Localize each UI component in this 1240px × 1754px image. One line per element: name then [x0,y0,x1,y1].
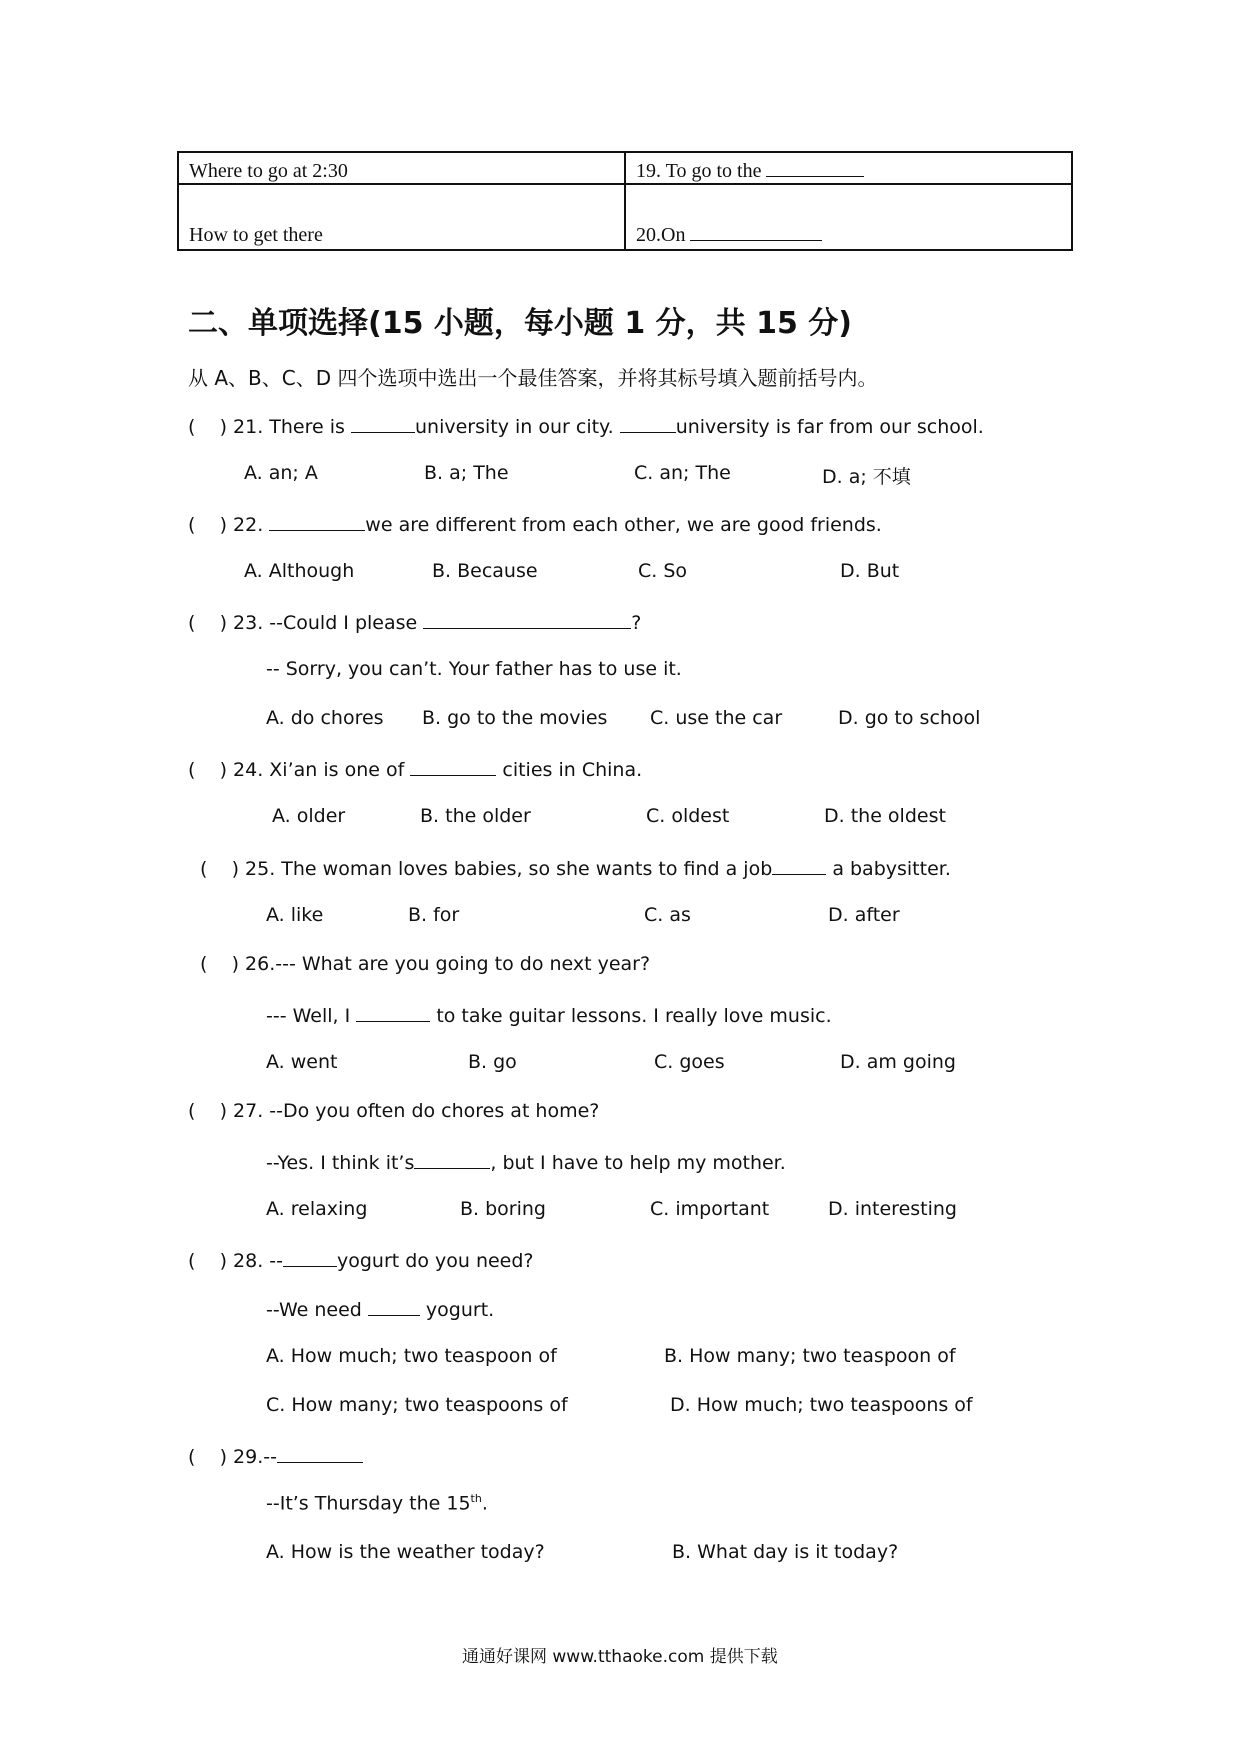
question-text: we are different from each other, we are good friends. [365,514,882,536]
option-a: A. like [266,904,324,926]
table-cell-label: How to get there [178,184,625,250]
option-b: B. What day is it today? [672,1541,899,1563]
ordinal-suffix: th [470,1492,482,1505]
question-text: cities in China. [502,759,643,781]
section-title: 二、单项选择(15 小题，每小题 1 分，共 15 分) [188,306,853,341]
question-text: 22. [233,514,264,536]
question-text: 23. --Could I please [233,612,418,634]
option-d: D. interesting [828,1198,957,1220]
answer-blank [277,1443,363,1463]
question-text: 27. --Do you often do chores at home? [233,1100,600,1122]
question-text: a babysitter. [832,858,951,880]
question-text: --- Well, I [266,1005,351,1027]
question-reply [266,1296,494,1321]
question-21: ( ) 21. There is university in our city. university is far from our school. [188,413,984,438]
option-c: C. So [638,560,688,582]
answer-blank [423,609,631,629]
question-reply [266,1149,786,1174]
question-text: 26.--- What are you going to do next year? [245,953,651,975]
answer-blank [690,220,822,241]
option-c: C. important [650,1198,770,1220]
option-b: B. go [468,1051,517,1073]
option-b: B. the older [420,805,531,827]
question-reply [266,1002,832,1027]
option-c: C. an; The [634,462,731,484]
option-d: D. the oldest [824,805,946,827]
question-text: yogurt do you need? [337,1250,534,1272]
option-d: D. after [828,904,900,926]
option-b: B. for [408,904,460,926]
option-b: B. How many; two teaspoon of [664,1345,956,1367]
question-27: ( ) 27. --Do you often do chores at home? [188,1100,600,1122]
answer-prefix: 19. To go to the [636,160,762,182]
answer-blank [766,156,864,177]
question-24: ( ) 24. Xi’an is one of cities in China. [188,756,642,781]
question-28: ( ) 28. -- yogurt do you need? [188,1247,534,1272]
table-cell-answer [625,152,1072,184]
question-29: ( ) 29.-- [188,1443,363,1468]
option-c: C. How many; two teaspoons of [266,1394,568,1416]
page-footer: 通通好课网 www.tthaoke.com 提供下载 [462,1647,778,1667]
option-a: A. Although [244,560,355,582]
question-text: 29.-- [233,1446,277,1468]
question-text: 24. Xi’an is one of [233,759,405,781]
option-d: D. But [840,560,900,582]
question-text: to take guitar lessons. I really love music. [436,1005,832,1027]
question-text: 25. The woman loves babies, so she wants to find a job [245,858,773,880]
question-reply: --It’s Thursday the 15th. [266,1492,488,1515]
question-text: 28. -- [233,1250,283,1272]
table-cell-answer [625,184,1072,250]
question-text: --It’s Thursday the 15 [266,1492,471,1515]
answer-blank [410,756,496,776]
option-b: B. Because [432,560,538,582]
table-cell-label: Where to go at 2:30 [178,152,625,184]
answer-blank [414,1149,490,1169]
option-a: A. How is the weather today? [266,1541,545,1563]
option-a: A. How much; two teaspoon of [266,1345,557,1367]
question-text: ? [631,612,642,634]
question-text: university is far from our school. [675,416,984,438]
option-d: D. am going [840,1051,956,1073]
option-b: B. a; The [424,462,509,484]
answer-blank [356,1002,430,1022]
question-text: , but I have to help my mother. [490,1152,786,1174]
answer-prefix: 20.On [636,224,686,246]
option-c: C. goes [654,1051,725,1073]
answer-blank [283,1247,337,1267]
answer-blank [772,855,826,875]
option-d: D. a; 不填 [822,466,911,488]
question-reply: -- Sorry, you can’t. Your father has to use it. [266,658,682,680]
option-a: A. older [272,805,346,827]
answer-blank [351,413,415,433]
option-c: C. use the car [650,707,783,729]
question-26: ( ) 26.--- What are you going to do next year? [200,953,651,975]
answer-blank [620,413,676,433]
answer-table [177,151,1073,251]
section-instruction: 从 A、B、C、D 四个选项中选出一个最佳答案，并将其标号填入题前括号内。 [188,366,878,390]
answer-blank [368,1296,420,1316]
option-b: B. boring [460,1198,546,1220]
question-text: --We need [266,1299,362,1321]
question-text: yogurt. [425,1299,495,1321]
answer-blank [269,511,365,531]
option-d: D. go to school [838,707,981,729]
option-a: A. went [266,1051,338,1073]
option-c: C. as [644,904,691,926]
question-text: university in our city. [414,416,614,438]
table-row [178,152,1072,184]
option-c: C. oldest [646,805,730,827]
question-25: ( ) 25. The woman loves babies, so she wants to find a job a babysitter. [200,855,951,880]
question-22: ( ) 22. we are different from each other, we are good friends. [188,511,882,536]
question-text: 21. There is [233,416,345,438]
question-23: ( ) 23. --Could I please ? [188,609,641,634]
question-text: --Yes. I think it’s [266,1152,415,1174]
option-d: D. How much; two teaspoons of [670,1394,973,1416]
option-b: B. go to the movies [422,707,608,729]
option-a: A. an; A [244,462,318,484]
option-a: A. relaxing [266,1198,368,1220]
table-row [178,184,1072,250]
option-a: A. do chores [266,707,384,729]
